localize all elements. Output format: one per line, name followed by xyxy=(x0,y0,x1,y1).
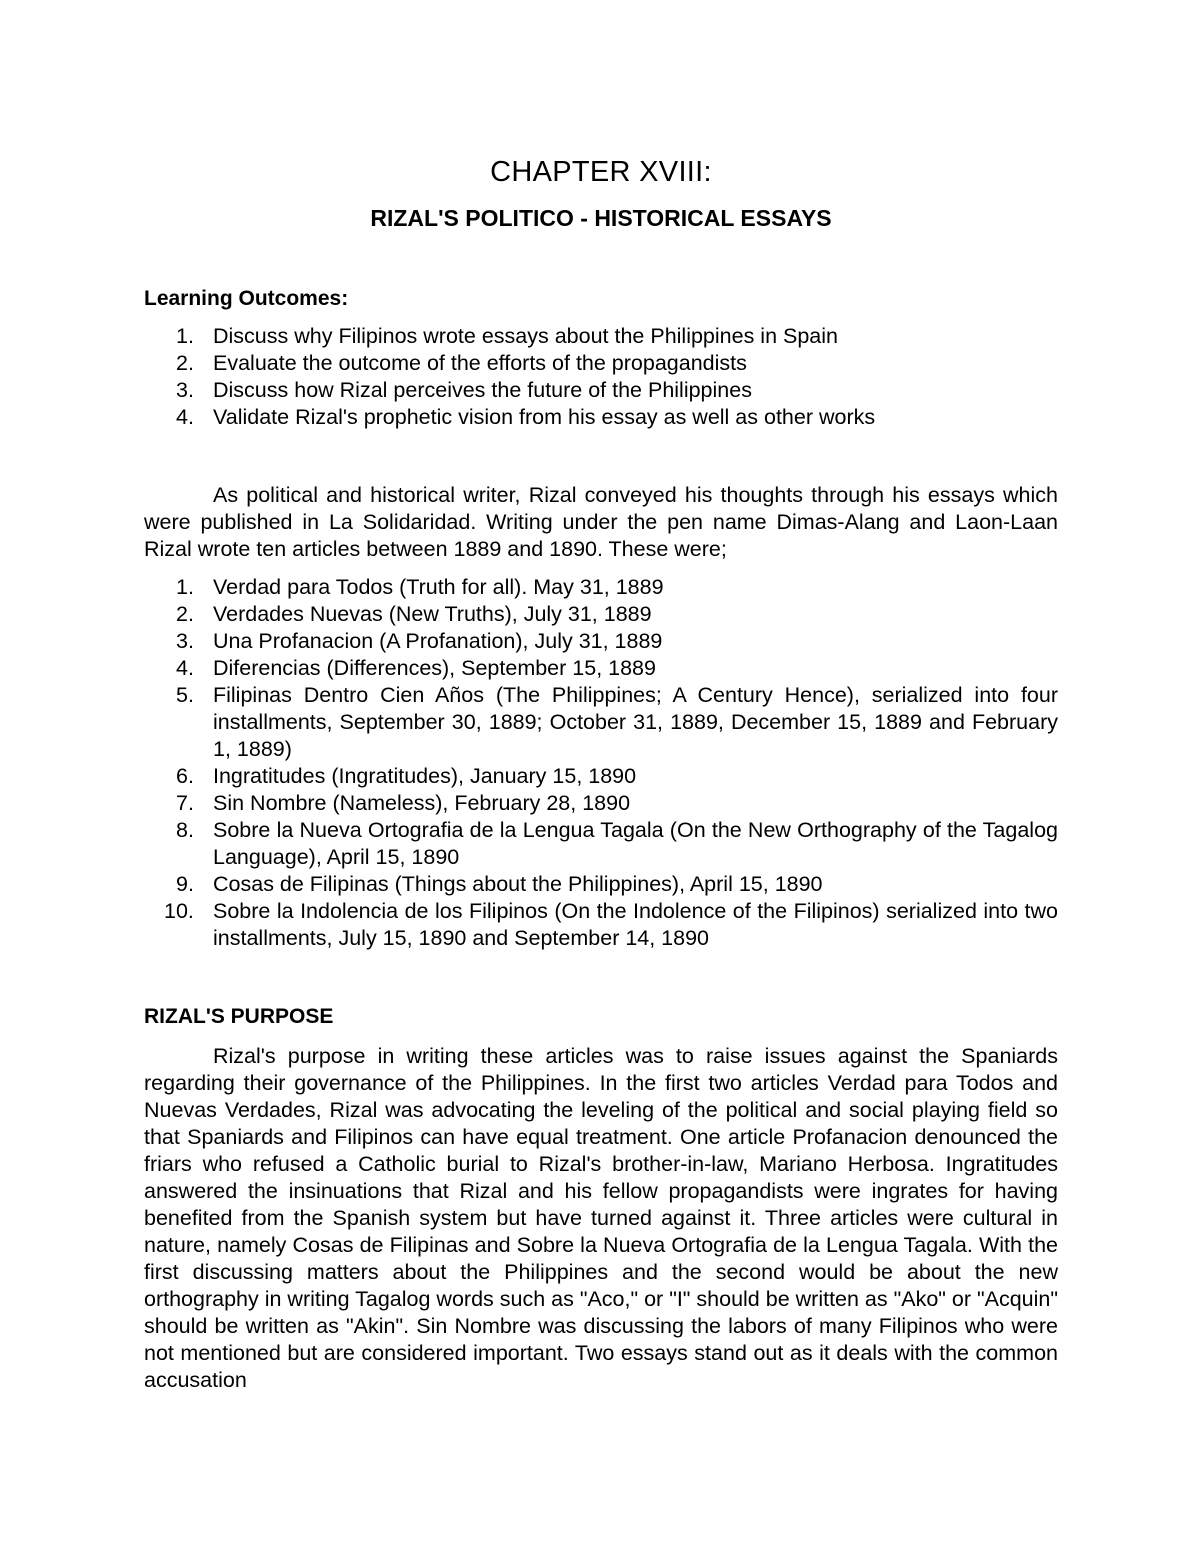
list-item-number: 7. xyxy=(176,791,194,815)
list-item-number: 10. xyxy=(164,899,194,923)
list-item-number: 5. xyxy=(176,683,194,707)
list-item-text: Sin Nombre (Nameless), February 28, 1890 xyxy=(213,791,631,815)
list-item-number: 2. xyxy=(176,602,194,626)
list-item-number: 9. xyxy=(176,872,194,896)
list-item-number: 2. xyxy=(176,351,194,375)
list-item-text: Sobre la Nueva Ortografia de la Lengua Tagala (On the New Orthography of the Tagalog Language), April 15, 1890 xyxy=(213,818,1058,869)
list-item-number: 1. xyxy=(176,324,194,348)
list-item-text: Ingratitudes (Ingratitudes), January 15, 1890 xyxy=(213,764,637,788)
list-item xyxy=(144,601,1058,628)
list-item xyxy=(144,817,1058,871)
list-item-text: Discuss how Rizal perceives the future of the Philippines xyxy=(213,378,752,402)
list-item xyxy=(144,871,1058,898)
list-item xyxy=(144,404,1058,431)
chapter-subtitle: RIZAL'S POLITICO - HISTORICAL ESSAYS xyxy=(370,205,832,231)
list-item-number: 8. xyxy=(176,818,194,842)
purpose-paragraph: Rizal's purpose in writing these articles was to raise issues against the Spaniards regarding their governance of the Philippines. In the first two articles Verdad para Todos and Nuevas Verdades, Rizal was advocating the leveling of the political and social playing field so that Spaniards and Filipinos can have equal treatment. One article Profanacion denounced the friars who refused a Catholic burial to Rizal's brother-in-law, Mariano Herbosa. Ingratitudes answered the insinuations that Rizal and his fellow propagandists were ingrates for having benefited from the Spanish system but have turned against it. Three articles were cultural in nature, namely Cosas de Filipinas and Sobre la Nueva Ortografia de la Lengua Tagala. With the first discussing matters about the Philippines and the second would be about the new orthography in writing Tagalog words such as "Aco," or "I" should be written as "Ako" or "Acquin" should be written as "Akin". Sin Nombre was discussing the labors of many Filipinos who were not mentioned but are considered important. Two essays stand out as it deals with the common accusation xyxy=(144,1044,1058,1392)
list-item-text: Una Profanacion (A Profanation), July 31, 1889 xyxy=(213,629,663,653)
list-item xyxy=(144,323,1058,350)
list-item xyxy=(144,790,1058,817)
list-item-number: 4. xyxy=(176,656,194,680)
list-item-text: Evaluate the outcome of the efforts of the propagandists xyxy=(213,351,747,375)
list-item-text: Sobre la Indolencia de los Filipinos (On the Indolence of the Filipinos) serialized into two installments, July 15, 1890 and September 14, 1890 xyxy=(213,899,1058,950)
list-item-number: 4. xyxy=(176,405,194,429)
list-item-number: 3. xyxy=(176,378,194,402)
list-item xyxy=(144,350,1058,377)
chapter-title: CHAPTER XVIII: xyxy=(490,156,712,188)
list-item xyxy=(144,628,1058,655)
list-item-number: 3. xyxy=(176,629,194,653)
list-item xyxy=(144,655,1058,682)
list-item xyxy=(144,377,1058,404)
articles-list xyxy=(144,574,1058,952)
list-item xyxy=(144,574,1058,601)
list-item-number: 1. xyxy=(176,575,194,599)
intro-paragraph: As political and historical writer, Rizal conveyed his thoughts through his essays which were published in La Solidaridad. Writing under the pen name Dimas-Alang and Laon-Laan Rizal wrote ten articles between 1889 and 1890. These were; xyxy=(144,483,1058,561)
list-item-text: Filipinas Dentro Cien Años (The Philippines; A Century Hence), serialized into four installments, September 30, 1889; October 31, 1889, December 15, 1889 and February 1, 1889) xyxy=(213,683,1058,761)
list-item xyxy=(144,898,1058,952)
list-item-text: Diferencias (Differences), September 15, 1889 xyxy=(213,656,656,680)
purpose-heading: RIZAL'S PURPOSE xyxy=(144,1005,334,1028)
learning-outcomes-label: Learning Outcomes: xyxy=(144,287,349,310)
list-item-text: Cosas de Filipinas (Things about the Philippines), April 15, 1890 xyxy=(213,872,823,896)
list-item-text: Verdad para Todos (Truth for all). May 31, 1889 xyxy=(213,575,664,599)
learning-outcomes-list xyxy=(144,323,1058,431)
list-item-text: Validate Rizal's prophetic vision from his essay as well as other works xyxy=(213,405,876,429)
list-item-text: Discuss why Filipinos wrote essays about the Philippines in Spain xyxy=(213,324,839,348)
list-item xyxy=(144,763,1058,790)
list-item xyxy=(144,682,1058,763)
list-item-text: Verdades Nuevas (New Truths), July 31, 1889 xyxy=(213,602,652,626)
list-item-number: 6. xyxy=(176,764,194,788)
